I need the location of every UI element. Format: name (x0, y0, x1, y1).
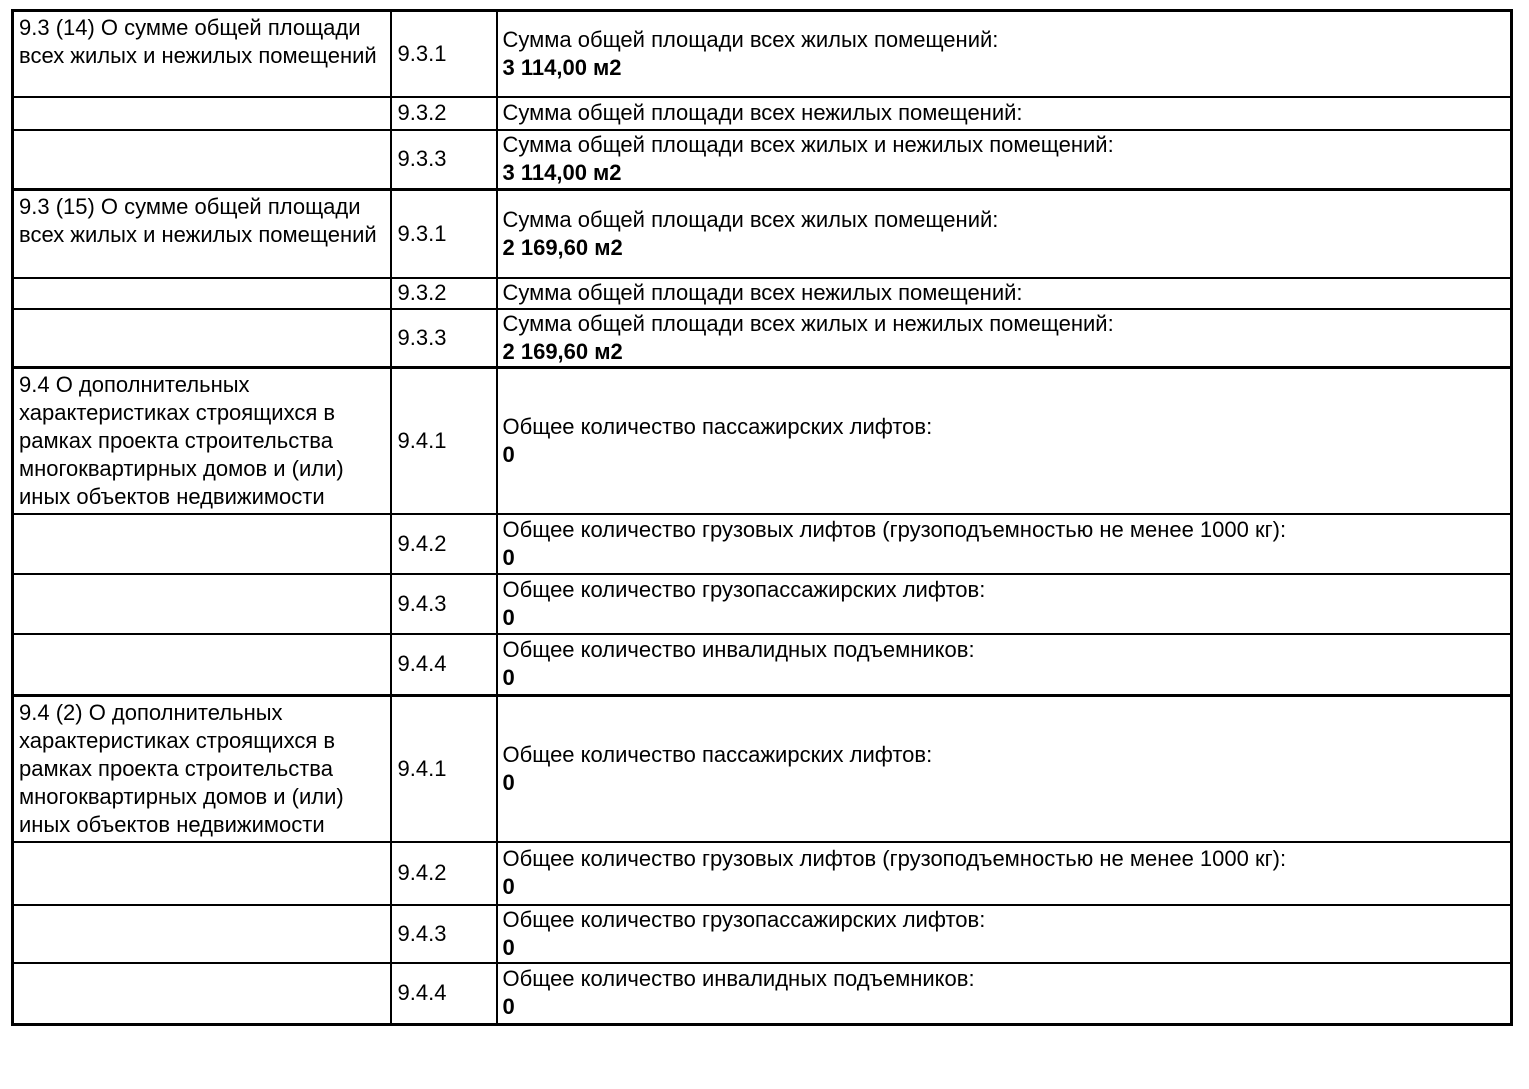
item-number-cell: 9.3.2 (391, 97, 497, 130)
table-row (13, 11, 1512, 97)
value-cell (497, 278, 1512, 309)
table-row (13, 905, 1512, 963)
field-label: Общее количество инвалидных подъемников: (502, 966, 975, 992)
value-cell (497, 514, 1512, 574)
item-number-cell: 9.4.3 (391, 574, 497, 634)
item-number-cell: 9.3.3 (391, 309, 497, 368)
table-row (13, 309, 1512, 368)
table-row (13, 842, 1512, 905)
section-title-cell (13, 842, 391, 905)
value-cell (497, 574, 1512, 634)
field-label: Общее количество пассажирских лифтов: (502, 414, 933, 439)
declaration-table (11, 9, 1513, 1026)
section-title-cell (13, 368, 391, 515)
section-title: 9.3 (15) О сумме общей площади всех жилых и нежилых помещений (19, 194, 377, 247)
section-title-cell (13, 963, 391, 1025)
table-row (13, 278, 1512, 309)
section-title-cell (13, 905, 391, 963)
item-number-cell: 9.4.3 (391, 905, 497, 963)
table-row (13, 97, 1512, 130)
field-value: 3 114,00 м2 (502, 160, 622, 186)
field-value: 0 (502, 874, 515, 899)
field-value: 2 169,60 м2 (502, 338, 623, 364)
section-title-cell (13, 190, 391, 278)
table-row (13, 634, 1512, 695)
field-label: Общее количество пассажирских лифтов: (502, 741, 933, 767)
item-number-cell: 9.4.4 (391, 634, 497, 695)
section-title-cell (13, 695, 391, 842)
field-value: 0 (502, 994, 515, 1020)
value-cell (497, 309, 1512, 368)
table-row (13, 574, 1512, 634)
value-cell (497, 695, 1512, 842)
table-row (13, 963, 1512, 1025)
item-number-cell: 9.4.4 (391, 963, 497, 1025)
field-label: Сумма общей площади всех жилых и нежилых помещений: (502, 310, 1114, 336)
field-label: Сумма общей площади всех жилых помещений: (502, 206, 999, 232)
field-label: Сумма общей площади всех нежилых помещений: (502, 280, 1023, 305)
field-value: 0 (502, 769, 515, 795)
section-title-cell (13, 11, 391, 97)
section-title: 9.3 (14) О сумме общей площади всех жилых и нежилых помещений (19, 15, 377, 68)
value-cell (497, 905, 1512, 963)
section-title-cell (13, 130, 391, 190)
table-row (13, 514, 1512, 574)
field-label: Общее количество инвалидных подъемников: (502, 637, 975, 663)
value-cell (497, 963, 1512, 1025)
field-label: Сумма общей площади всех жилых помещений: (502, 26, 999, 52)
section-title: 9.4 (2) О дополнительных характеристиках строящихся в рамках проекта строительства многоквартирных домов и (или) иных объектов недвижимости (19, 699, 344, 837)
item-number-cell: 9.3.1 (391, 11, 497, 97)
item-number-cell: 9.3.3 (391, 130, 497, 190)
field-label: Общее количество грузовых лифтов (грузоподъемностью не менее 1000 кг): (502, 846, 1287, 871)
field-value: 0 (502, 545, 515, 570)
section-title-cell (13, 574, 391, 634)
table-row (13, 190, 1512, 278)
item-number-cell: 9.4.2 (391, 514, 497, 574)
value-cell (497, 97, 1512, 130)
value-cell (497, 842, 1512, 905)
table-row (13, 695, 1512, 842)
section-title: 9.4 О дополнительных характеристиках строящихся в рамках проекта строительства многоквартирных домов и (или) иных объектов недвижимости (19, 372, 344, 509)
field-label: Сумма общей площади всех жилых и нежилых помещений: (502, 132, 1114, 158)
section-title-cell (13, 278, 391, 309)
field-value: 0 (502, 934, 515, 960)
field-label: Общее количество грузопассажирских лифтов: (502, 577, 986, 602)
field-value: 0 (502, 605, 515, 630)
section-title-cell (13, 97, 391, 130)
section-title-cell (13, 514, 391, 574)
field-label: Общее количество грузовых лифтов (грузоподъемностью не менее 1000 кг): (502, 517, 1287, 542)
item-number-cell: 9.4.1 (391, 695, 497, 842)
value-cell (497, 11, 1512, 97)
item-number-cell: 9.3.2 (391, 278, 497, 309)
value-cell (497, 130, 1512, 190)
item-number-cell: 9.4.2 (391, 842, 497, 905)
item-number-cell: 9.4.1 (391, 368, 497, 515)
field-label: Сумма общей площади всех нежилых помещений: (502, 100, 1023, 125)
field-label: Общее количество грузопассажирских лифтов: (502, 906, 986, 932)
field-value: 2 169,60 м2 (502, 234, 623, 260)
value-cell (497, 190, 1512, 278)
table-row (13, 368, 1512, 515)
section-title-cell (13, 634, 391, 695)
item-number-cell: 9.3.1 (391, 190, 497, 278)
field-value: 0 (502, 665, 515, 691)
value-cell (497, 368, 1512, 515)
field-value: 3 114,00 м2 (502, 54, 622, 80)
section-title-cell (13, 309, 391, 368)
field-value: 0 (502, 442, 515, 467)
value-cell (497, 634, 1512, 695)
table-row (13, 130, 1512, 190)
